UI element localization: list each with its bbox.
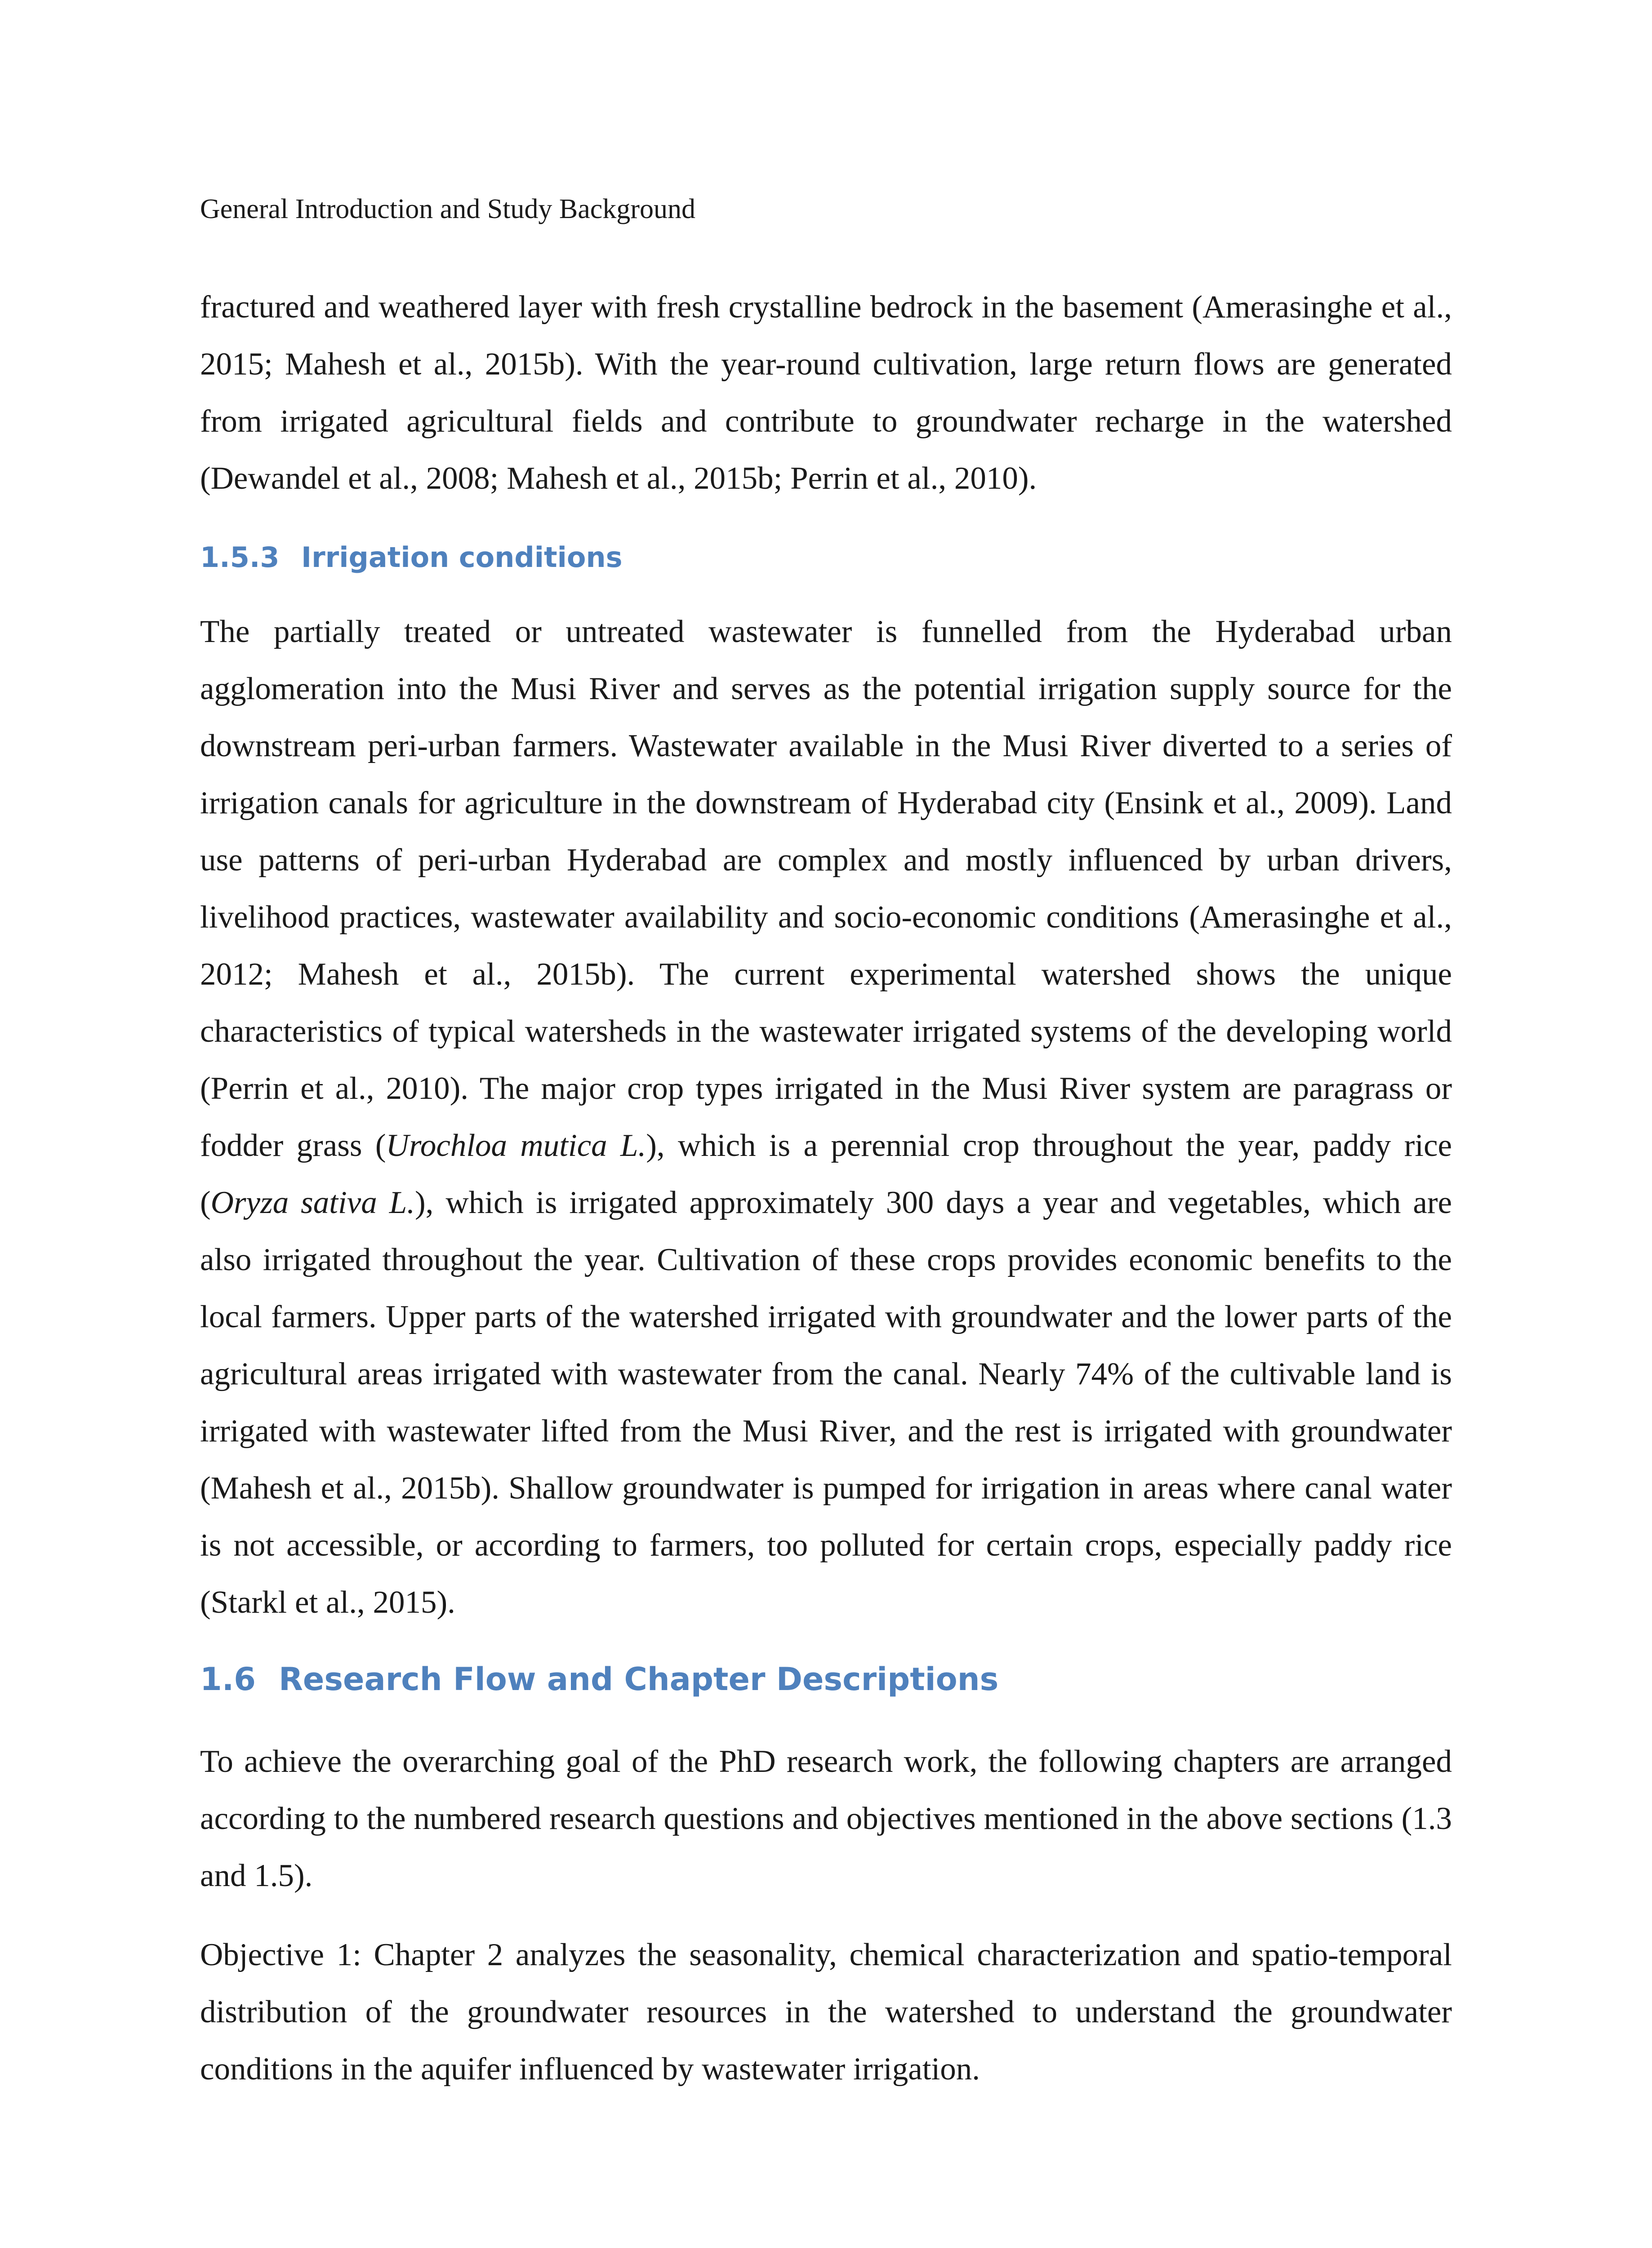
document-page — [200, 0, 1452, 2248]
text-run: ), which is irrigated approximately 300 days a year and vegetables, which are also irrigated throughout the year. Cultivation of these crops provides economic benefits to the local farmers. Upper parts of the watershed irrigated with groundwater and the lower parts of the agricultural areas irrigated with wastewater from the canal. Nearly 74% of the cultivable land is irrigated with wastewater lifted from the Musi River, and the rest is irrigated with groundwater (Mahesh et al., 2015b). Shallow groundwater is pumped for irrigation in areas where canal water is not accessible, or according to farmers, too polluted for certain crops, especially paddy rice (Starkl et al., 2015). — [200, 1185, 1452, 1620]
paragraph-irrigation — [200, 603, 1452, 1631]
section-title: Research Flow and Chapter Descriptions — [279, 1661, 999, 1698]
paragraph-recharge: fractured and weathered layer with fresh crystalline bedrock in the basement (Amerasinghe et al., 2015; Mahesh et al., 2015b). With the year-round cultivation, large return flows are generated from irrigated agricultural fields and contribute to groundwater recharge in the watershed (Dewandel et al., 2008; Mahesh et al., 2015b; Perrin et al., 2010). — [200, 290, 1452, 496]
text-run: ), which is a perennial crop throughout the year, paddy rice ( — [200, 1128, 1452, 1220]
text-run: The partially treated or untreated wastewater is funnelled from the Hyderabad urban agglomeration into the Musi River and serves as the potential irrigation supply source for the downstream peri-urban farmers. Wastewater available in the Musi River diverted to a series of irrigation canals for agriculture in the downstream of Hyderabad city (Ensink et al., 2009). Land use patterns of peri-urban Hyderabad are complex and mostly influenced by urban drivers, livelihood practices, wastewater availability and socio-economic conditions (Amerasinghe et al., 2012; Mahesh et al., 2015b). The current experimental watershed shows the unique characteristics of typical watersheds in the wastewater irrigated systems of the developing world (Perrin et al., 2010). The major crop types irrigated in the Musi River system are paragrass or fodder grass ( — [200, 614, 1452, 1163]
section-heading-irrigation-conditions — [200, 537, 623, 578]
paragraph-chapters-intro: To achieve the overarching goal of the PhD research work, the following chapters are arranged according to the numbered research questions and objectives mentioned in the above sections (1.3 and 1.5). — [200, 1744, 1452, 1893]
species-name: Oryza sativa L. — [210, 1185, 415, 1220]
section-number: 1.5.3 — [200, 541, 280, 574]
section-heading-research-flow — [200, 1657, 998, 1702]
section-title: Irrigation conditions — [301, 541, 623, 574]
species-name: Urochloa mutica L. — [386, 1128, 646, 1163]
running-header: General Introduction and Study Background — [200, 194, 695, 224]
section-number: 1.6 — [200, 1661, 256, 1698]
paragraph-objective-1: Objective 1: Chapter 2 analyzes the seasonality, chemical characterization and spatio-temporal distribution of the groundwater resources in the watershed to understand the groundwater conditions in the aquifer influenced by wastewater irrigation. — [200, 1937, 1452, 2087]
